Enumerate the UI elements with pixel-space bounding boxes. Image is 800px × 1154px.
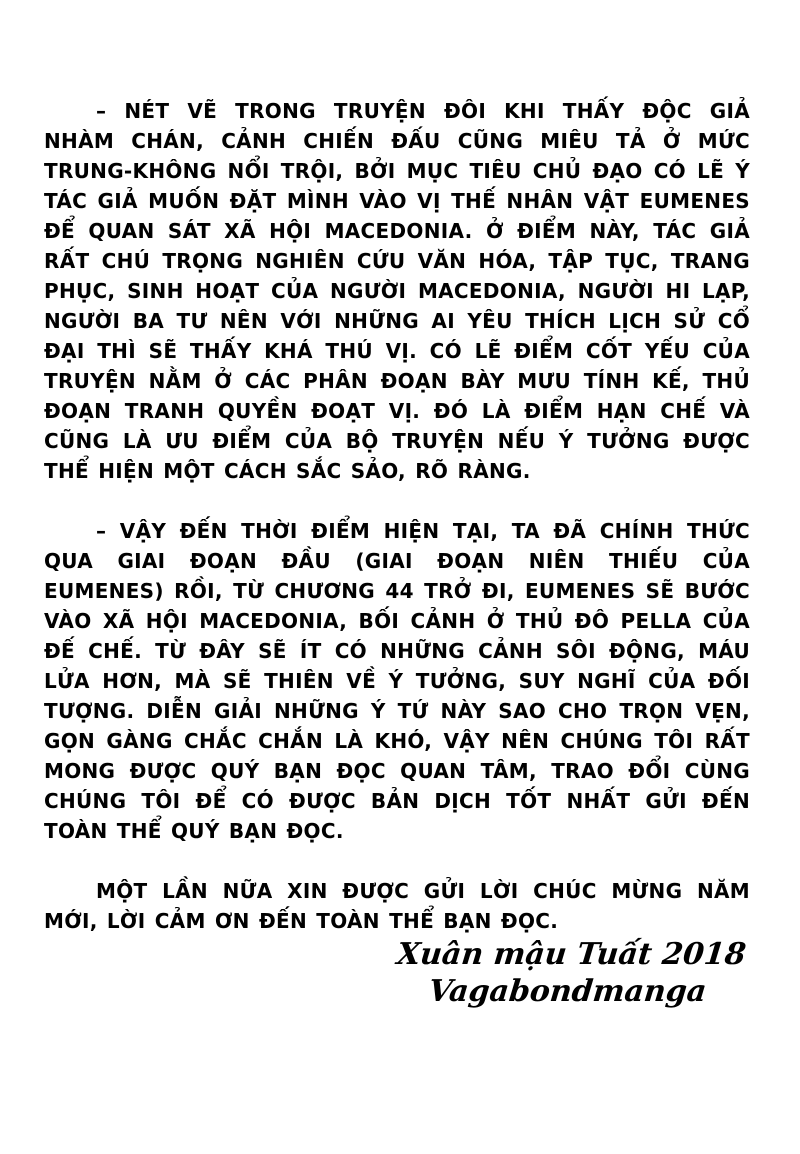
note-text-block	[44, 96, 750, 966]
paragraph-new-year-greeting: MỘT LẦN NỮA XIN ĐƯỢC GỬI LỜI CHÚC MỪNG NĂM MỚI, LỜI CẢM ƠN ĐẾN TOÀN THỂ BẠN ĐỌC.	[44, 879, 750, 933]
signature-group-name: Vagabondmanga	[427, 974, 709, 1009]
signature-date-line: Xuân mậu Tuất 2018	[395, 937, 748, 972]
paragraph-story-outlook: – VẬY ĐẾN THỜI ĐIỂM HIỆN TẠI, TA ĐÃ CHÍNH THỨC QUA GIAI ĐOẠN ĐẦU (GIAI ĐOẠN NIÊN THIẾU CỦA EUMENES) RỒI, TỪ CHƯƠNG 44 TRỞ ĐI, EUMENES SẼ BƯỚC VÀO XÃ HỘI MACEDONIA, BỐI CẢNH Ở THỦ ĐÔ PELLA CỦA ĐẾ CHẾ. TỪ ĐÂY SẼ ÍT CÓ NHỮNG CẢNH SÔI ĐỘNG, MÁU LỬA HƠN, MÀ SẼ THIÊN VỀ Ý TƯỞNG, SUY NGHĨ CỦA ĐỐI TƯỢNG. DIỄN GIẢI NHỮNG Ý TỨ NÀY SAO CHO TRỌN VẸN, GỌN GÀNG CHẮC CHẮN LÀ KHÓ, VẬY NÊN CHÚNG TÔI RẤT MONG ĐƯỢC QUÝ BẠN ĐỌC QUAN TÂM, TRAO ĐỔI CÙNG CHÚNG TÔI ĐỂ CÓ ĐƯỢC BẢN DỊCH TỐT NHẤT GỬI ĐẾN TOÀN THỂ QUÝ BẠN ĐỌC.	[44, 519, 750, 843]
paragraph-art-commentary: – NÉT VẼ TRONG TRUYỆN ĐÔI KHI THẤY ĐỘC GIẢ NHÀM CHÁN, CẢNH CHIẾN ĐẤU CŨNG MIÊU TẢ Ở MỨC TRUNG-KHÔNG NỔI TRỘI, BỞI MỤC TIÊU CHỦ ĐẠO CÓ LẼ Ý TÁC GIẢ MUỐN ĐẶT MÌNH VÀO VỊ THẾ NHÂN VẬT EUMENES ĐỂ QUAN SÁT XÃ HỘI MACEDONIA. Ở ĐIỂM NÀY, TÁC GIẢ RẤT CHÚ TRỌNG NGHIÊN CỨU VĂN HÓA, TẬP TỤC, TRANG PHỤC, SINH HOẠT CỦA NGƯỜI MACEDONIA, NGƯỜI HI LẠP, NGƯỜI BA TƯ NÊN VỚI NHỮNG AI YÊU THÍCH LỊCH SỬ CỔ ĐẠI THÌ SẼ THẤY KHÁ THÚ VỊ. CÓ LẼ ĐIỂM CỐT YẾU CỦA TRUYỆN NẰM Ở CÁC PHÂN ĐOẠN BÀY MƯU TÍNH KẾ, THỦ ĐOẠN TRANH QUYỀN ĐOẠT VỊ. ĐÓ LÀ ĐIỂM HẠN CHẾ VÀ CŨNG LÀ ƯU ĐIỂM CỦA BỘ TRUYỆN NẾU Ý TƯỞNG ĐƯỢC THỂ HIỆN MỘT CÁCH SẮC SẢO, RÕ RÀNG.	[44, 99, 750, 483]
signature-block	[391, 936, 748, 1010]
